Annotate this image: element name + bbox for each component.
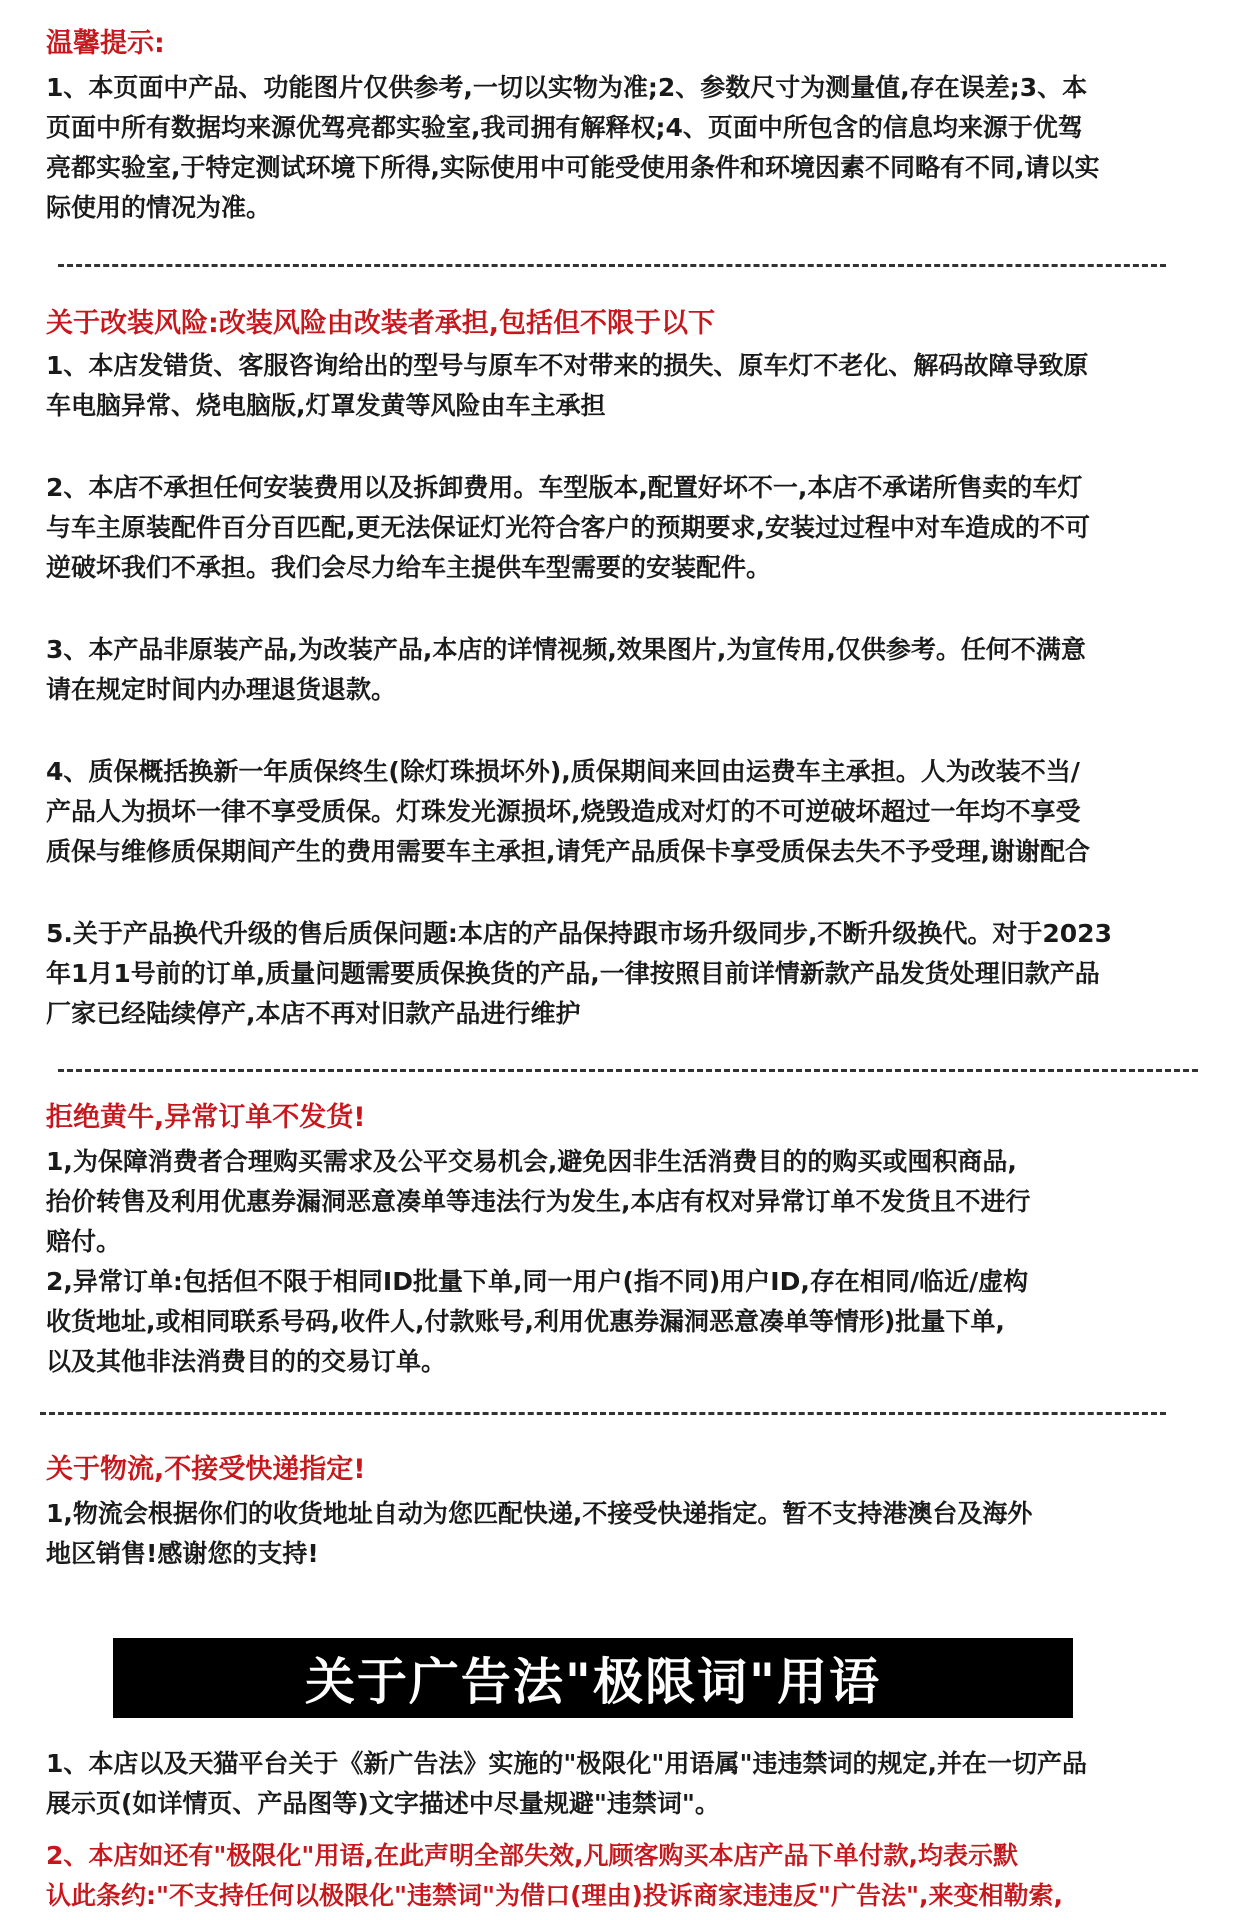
risk-item-4: 4、质保概括换新一年质保终生(除灯珠损坏外),质保期间来回由运费车主承担。人为改装不当/ 产品人为损坏一律不享受质保。灯珠发光源损坏,烧毁造成对灯的不可逆破坏超过一年均不享受 质保与维修质保期间产生的费用需要车主承担,请凭产品质保卡享受质保去失不予受理,谢谢配合 [46,757,1090,866]
divider [58,1069,1198,1072]
risk-item-2: 2、本店不承担任何安装费用以及拆卸费用。车型版本,配置好坏不一,本店不承诺所售卖的车灯 与车主原装配件百分百匹配,更无法保证灯光符合客户的预期要求,安装过过程中对车造成的不可 逆破坏我们不承担。我们会尽力给车主提供车型需要的安装配件。 [46,473,1090,582]
scalper-text: 1,为保障消费者合理购买需求及公平交易机会,避免因非生活消费目的的购买或囤积商品, 抬价转售及利用优惠券漏洞恶意凑单等违法行为发生,本店有权对异常订单不发货且不进行 赔付。 2,异常订单:包括但不限于相同ID批量下单,同一用户(指不同)用户ID,存在相同/临近/虚构 收货地址,或相同联系号码,收件人,付款账号,利用优惠券漏洞恶意凑单等情形)批量下单, 以及其他非法消费目的的交易订单。 [46,1147,1031,1376]
ad-law-banner: 关于广告法"极限词"用语 [113,1638,1073,1718]
logistics-text: 1,物流会根据你们的收货地址自动为您匹配快递,不接受快递指定。暂不支持港澳台及海外 地区销售!感谢您的支持! [46,1499,1033,1568]
divider [58,264,1166,267]
divider [40,1412,1166,1415]
notice-title: 温馨提示: [46,28,165,59]
risk-item-5: 5.关于产品换代升级的售后质保问题:本店的产品保持跟市场升级同步,不断升级换代。对于2023 年1月1号前的订单,质量问题需要质保换货的产品,一律按照目前详情新款产品发货处理旧款产品 厂家已经陆续停产,本店不再对旧款产品进行维护 [46,919,1112,1028]
ad-law-item-2: 2、本店如还有"极限化"用语,在此声明全部失效,凡顾客购买本店产品下单付款,均表示默 认此条约:"不支持任何以极限化"违禁词"为借口(理由)投诉商家违违反"广告法",来变相勒索, [46,1841,1063,1910]
ad-law-item-1: 1、本店以及天猫平台关于《新广告法》实施的"极限化"用语属"违违禁词的规定,并在一切产品 展示页(如详情页、产品图等)文字描述中尽量规避"违禁词"。 [46,1749,1087,1818]
risk-item-3: 3、本产品非原装产品,为改装产品,本店的详情视频,效果图片,为宣传用,仅供参考。任何不满意 请在规定时间内办理退货退款。 [46,635,1086,704]
scalper-title: 拒绝黄牛,异常订单不发货! [46,1102,366,1133]
logistics-title: 关于物流,不接受快递指定! [46,1454,366,1485]
notice-text: 1、本页面中产品、功能图片仅供参考,一切以实物为准;2、参数尺寸为测量值,存在误差;3、本 页面中所有数据均来源优驾亮都实验室,我司拥有解释权;4、页面中所包含的信息均来源于优驾 亮都实验室,于特定测试环境下所得,实际使用中可能受使用条件和环境因素不同略有不同,请以实 际使用的情况为准。 [46,73,1100,222]
risk-item-1: 1、本店发错货、客服咨询给出的型号与原车不对带来的损失、原车灯不老化、解码故障导致原 车电脑异常、烧电脑版,灯罩发黄等风险由车主承担 [46,351,1089,420]
risk-title: 关于改装风险:改装风险由改装者承担,包括但不限于以下 [46,308,716,339]
